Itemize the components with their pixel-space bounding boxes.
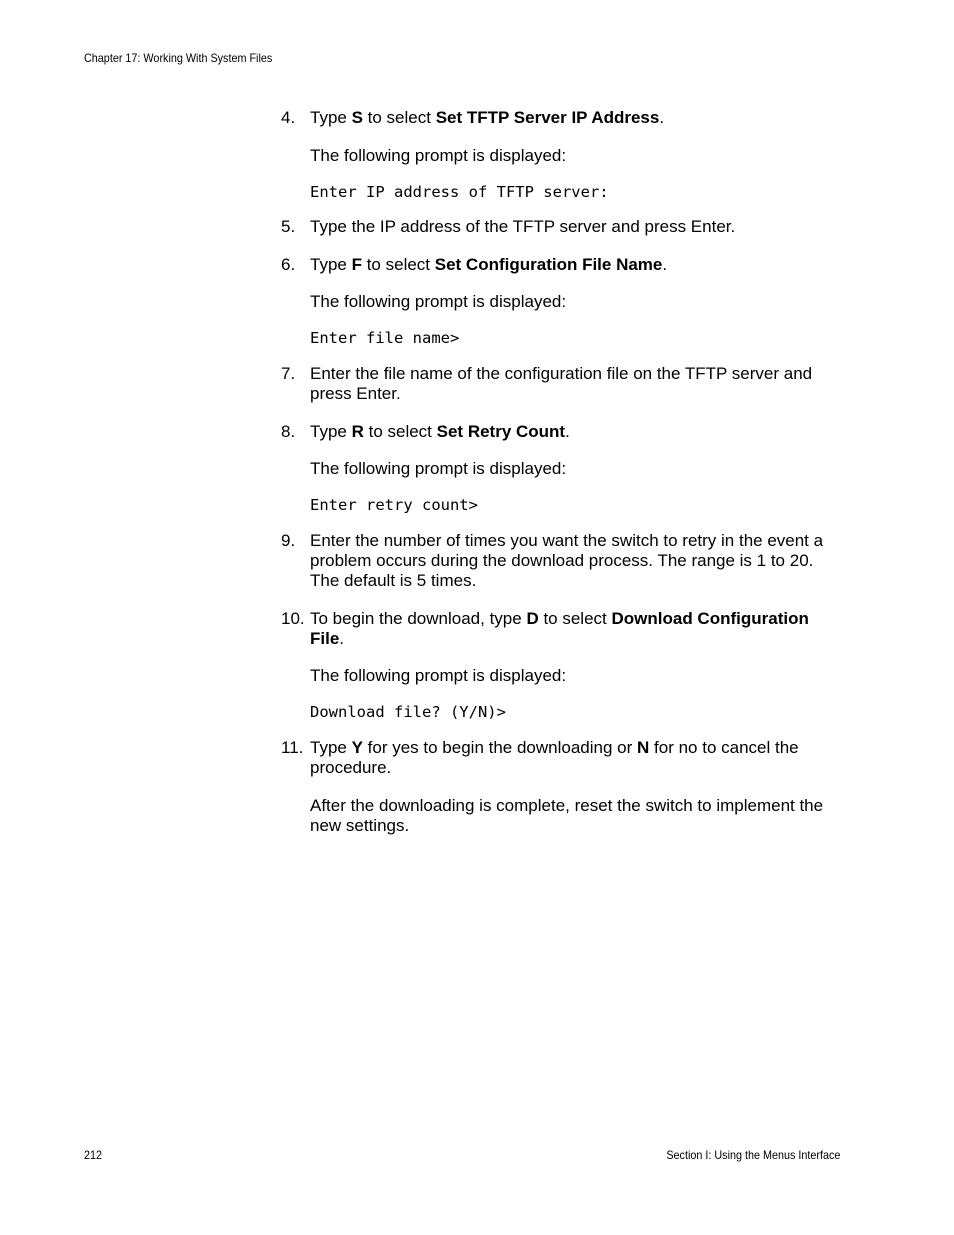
code-prompt: Enter file name>: [310, 329, 460, 347]
step-9: 9. Enter the number of times you want the switch to retry in the event a problem occurs during the download process. The range is 1 to 20. The default is 5 times.: [281, 531, 824, 590]
step-number: 9.: [281, 531, 296, 550]
step-6: 6. Type F to select Set Configuration File Name.: [281, 255, 668, 274]
step-number: 10.: [281, 609, 305, 628]
step-number: 11.: [281, 738, 304, 757]
step-number: 5.: [281, 217, 296, 236]
step-10: 10. To begin the download, type D to select Download Configuration File.: [281, 609, 809, 648]
step-number: 7.: [281, 364, 296, 383]
step-5: 5. Type the IP address of the TFTP server and press Enter.: [281, 217, 736, 236]
prompt-intro: The following prompt is displayed:: [310, 292, 567, 311]
step-8: 8. Type R to select Set Retry Count.: [281, 422, 570, 441]
code-prompt: Enter retry count>: [310, 496, 478, 514]
step-11: 11. Type Y for yes to begin the downloading or N for no to cancel the procedure.: [281, 738, 799, 777]
closing-note: After the downloading is complete, reset the switch to implement the new settings.: [310, 796, 824, 835]
code-prompt: Download file? (Y/N)>: [310, 703, 506, 721]
prompt-intro: The following prompt is displayed:: [310, 146, 567, 165]
running-head: Chapter 17: Working With System Files: [84, 51, 273, 65]
step-number: 4.: [281, 108, 296, 127]
step-7: 7. Enter the file name of the configuration file on the TFTP server and press Enter.: [281, 364, 813, 403]
section-title: Section I: Using the Menus Interface: [665, 1148, 840, 1162]
step-4: 4. Type S to select Set TFTP Server IP Address.: [281, 108, 665, 127]
page-number: 212: [84, 1148, 103, 1162]
step-number: 6.: [281, 255, 296, 274]
prompt-intro: The following prompt is displayed:: [310, 459, 567, 478]
code-prompt: Enter IP address of TFTP server:: [310, 183, 609, 201]
prompt-intro: The following prompt is displayed:: [310, 666, 567, 685]
step-number: 8.: [281, 422, 296, 441]
